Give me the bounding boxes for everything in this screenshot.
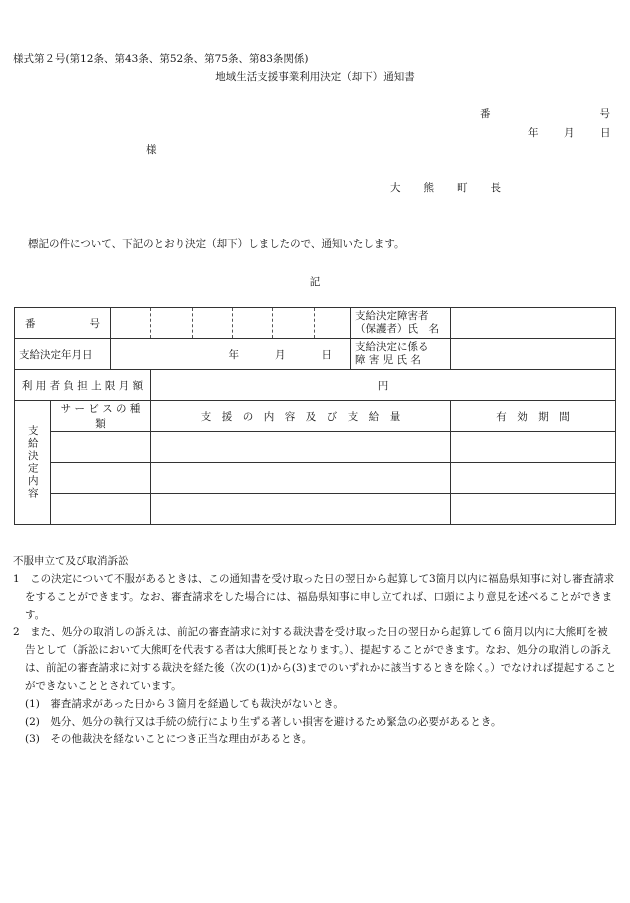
go-label: 号 xyxy=(599,108,610,120)
decision-content-label xyxy=(15,401,51,525)
service-type-cell xyxy=(51,463,151,494)
appeal-sub-2: (2) 処分、処分の執行又は手続の続行により生ずる著しい損害を避けるため緊急の必要があるとき。 xyxy=(25,715,502,728)
mayor-char: 長 xyxy=(490,182,502,194)
label-line: 支給決定障害者 xyxy=(355,309,429,322)
number-digit-cell xyxy=(111,308,151,339)
day-label: 日 xyxy=(600,127,611,139)
go-char: 号 xyxy=(89,317,100,330)
table-row xyxy=(15,463,616,494)
label-line: （保護者）氏 名 xyxy=(355,323,439,335)
number-digit-cell xyxy=(193,308,233,339)
validity-period-cell xyxy=(451,432,616,463)
appeal-sub-3: (3) その他裁決を経ないことにつき正当な理由があるとき。 xyxy=(25,733,313,746)
table-row xyxy=(15,432,616,463)
child-name-value xyxy=(451,339,616,370)
number-digit-cell xyxy=(151,308,193,339)
validity-period-header: 有 効 期 間 xyxy=(451,401,616,432)
appeal-item-2: 2 また、処分の取消しの訴えは、前記の審査請求に対する裁決書を受け取った日の翌日から起算して６箇月以内に大熊町を被告として（訴訟において大熊町を代表する者は大熊町長となります。）、提起することができます。なお、処分の取消しの訴えは、前記の審査請求に対する裁決を経た後（次の(1)から(3)までのいずれかに該当するときを除く。）でなければ提起することができないこととされています。 xyxy=(13,626,617,692)
table-row xyxy=(15,401,616,432)
mayor-char: 町 xyxy=(457,182,469,194)
day-char: 日 xyxy=(321,348,332,361)
table-row xyxy=(15,494,616,525)
copay-limit-label: 利 用 者 負 担 上 限 月 額 xyxy=(15,370,151,401)
notice-text: 標記の件について、下記のとおり決定（却下）しましたので、通知いたします。 xyxy=(28,238,405,250)
appeal-section xyxy=(13,553,618,749)
label-line: 支給決定に係る xyxy=(355,340,429,353)
recipient-honorific: 様 xyxy=(146,144,157,156)
table-row xyxy=(15,308,616,339)
recipient-name-value xyxy=(451,308,616,339)
appeal-item-1: 1 この決定について不服があるときは、この通知書を受け取った日の翌日から起算して3箇月以内に福島県知事に対し審査請求をすることができます。なお、審査請求をした場合には、福島県知事に申し立てれば、口頭により意見を述べることができます。 xyxy=(13,572,615,621)
year-char: 年 xyxy=(228,348,239,361)
decision-table xyxy=(14,307,616,525)
table-row xyxy=(15,339,616,370)
support-content-cell xyxy=(151,494,451,525)
table-row xyxy=(15,370,616,401)
label-line: 障 害 児 氏 名 xyxy=(355,354,421,366)
decision-content-text: 支給決定内容 xyxy=(26,425,39,500)
issuer-mayor xyxy=(390,180,524,195)
number-digit-cell xyxy=(273,308,315,339)
copay-limit-value: 円 xyxy=(151,370,616,401)
recipient-name-label xyxy=(351,308,451,339)
ban-label: 番 xyxy=(480,108,491,120)
form-number: 様式第２号(第12条、第43条、第52条、第75条、第83条関係) xyxy=(13,53,309,65)
number-digit-cell xyxy=(315,308,351,339)
month-label: 月 xyxy=(564,127,575,139)
support-content-header: 支 援 の 内 容 及 び 支 給 量 xyxy=(151,401,451,432)
number-label-cell xyxy=(15,308,111,339)
service-type-header: サ ー ビ ス の 種 類 xyxy=(51,401,151,432)
appeal-heading: 不服申立て及び取消訴訟 xyxy=(13,555,129,567)
decision-date-label: 支給決定年月日 xyxy=(15,339,111,370)
decision-date-value xyxy=(111,339,351,370)
service-type-cell xyxy=(51,494,151,525)
support-content-cell xyxy=(151,463,451,494)
number-digit-cell xyxy=(233,308,273,339)
validity-period-cell xyxy=(451,494,616,525)
appeal-sub-1: (1) 審査請求があった日から３箇月を経過しても裁決がないとき。 xyxy=(25,697,344,710)
ki-heading: 記 xyxy=(309,276,321,288)
validity-period-cell xyxy=(451,463,616,494)
ban-char: 番 xyxy=(25,317,36,330)
child-name-label xyxy=(351,339,451,370)
mayor-char: 大 xyxy=(390,182,402,194)
mayor-char: 熊 xyxy=(423,182,435,194)
document-title: 地域生活支援事業利用決定（却下）通知書 xyxy=(215,71,415,83)
support-content-cell xyxy=(151,432,451,463)
service-type-cell xyxy=(51,432,151,463)
month-char: 月 xyxy=(275,348,286,361)
year-label: 年 xyxy=(528,127,539,139)
